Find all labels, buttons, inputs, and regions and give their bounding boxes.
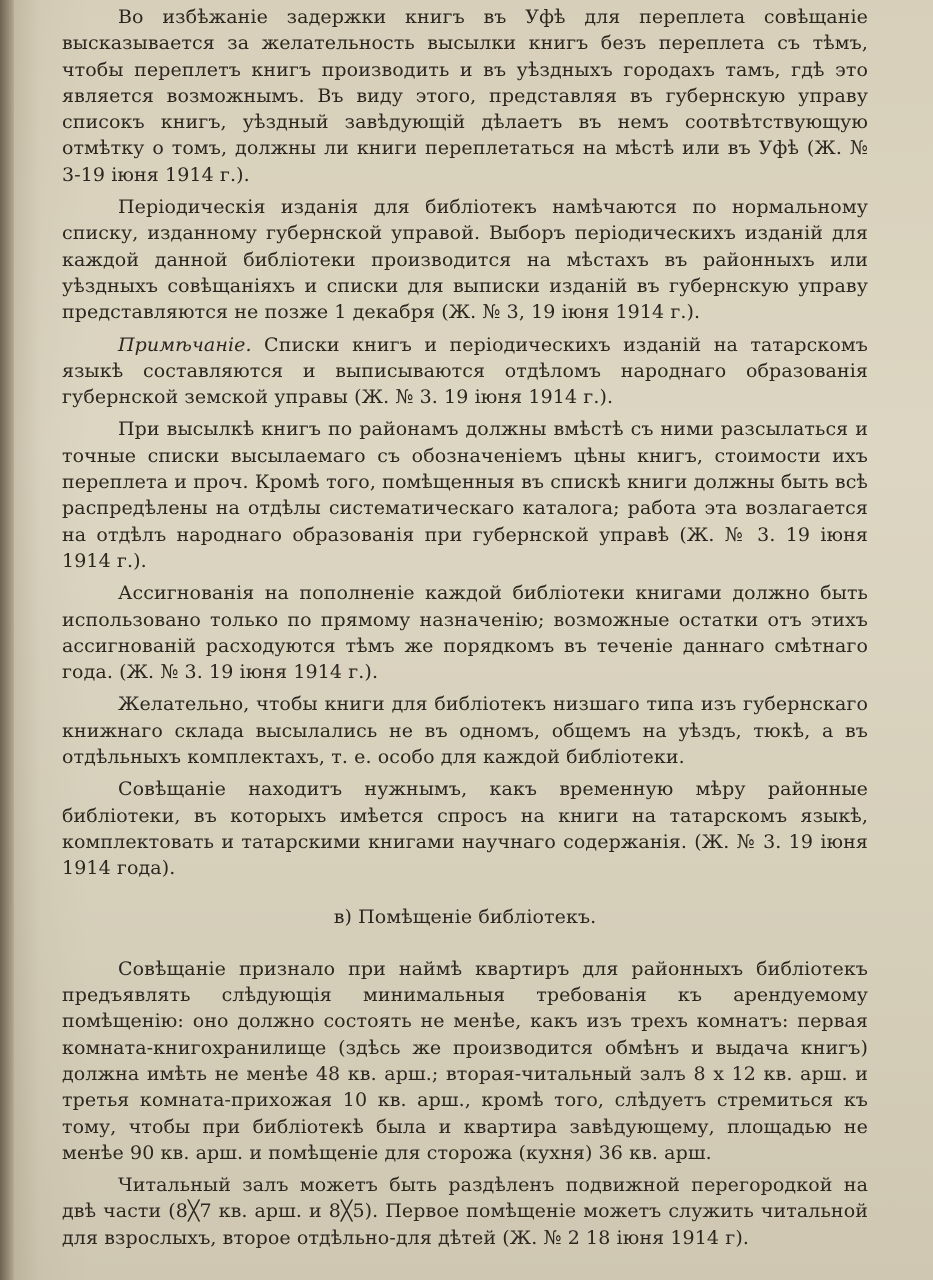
paragraph-periodicals: Періодическія изданія для библіотекъ намѣчаются по нормальному списку, изданному губернской управой. Выборъ періодическихъ изданій для каждой данной библіотеки производится на мѣстахъ въ районныхъ или уѣздныхъ совѣщаніяхъ и списки для выписки изданій въ губернскую управу представляются не позже 1 декабря (Ж. № 3, 19 іюня 1914 г.).	[62, 196, 868, 324]
paragraph-packaging: Желательно, чтобы книги для библіотекъ низшаго типа изъ губернскаго книжнаго склада высылались не въ одномъ, общемъ на уѣздъ, тюкѣ, а въ отдѣльныхъ комплектахъ, т. е. особо для каждой библіотеки.	[62, 693, 868, 769]
book-spine	[0, 0, 14, 1280]
paragraph-note	[62, 332, 868, 411]
page-text	[62, 4, 868, 1257]
paragraph-tatar-books: Совѣщаніе находитъ нужнымъ, какъ временную мѣру районные библіотеки, въ которыхъ имѣется спросъ на книги на татарскомъ языкѣ, комплектовать и татарскими книгами научнаго содержанія. (Ж. № 3. 19 іюня 1914 года).	[62, 778, 868, 880]
paragraph-reading-hall: Читальный залъ можетъ быть раздѣленъ подвижной перегородкой на двѣ части (8╳7 кв. арш. и 8╳5). Первое помѣщеніе можетъ служить читальной для взрослыхъ, второе отдѣльно-для дѣтей (Ж. № 2 18 іюня 1914 г).	[62, 1174, 868, 1249]
paragraph-shipping-lists: При высылкѣ книгъ по районамъ должны вмѣстѣ съ ними разсылаться и точные списки высылаемаго съ обозначеніемъ цѣны книгъ, стоимости ихъ переплета и проч. Кромѣ того, помѣщенныя въ спискѣ книги должны быть всѣ распредѣлены на отдѣлы систематическаго каталога; работа эта возлагается на отдѣлъ народнаго образованія при губернской управѣ (Ж. № 3. 19 іюня 1914 г.).	[62, 418, 868, 572]
paragraph-binding: Во избѣжаніе задержки книгъ въ Уфѣ для переплета совѣщаніе высказывается за желательность высылки книгъ безъ переплета съ тѣмъ, чтобы переплетъ книгъ производить и въ уѣздныхъ городахъ тамъ, гдѣ это является возможнымъ. Въ виду этого, представляя въ губернскую управу списокъ книгъ, уѣздный завѣдующій дѣлаетъ въ немъ соотвѣтствующую отмѣтку о томъ, должны ли книги переплетаться на мѣстѣ или въ Уфѣ (Ж. № 3-19 іюня 1914 г.).	[62, 6, 868, 186]
note-text: Списки книгъ и періодическихъ изданій на татарскомъ языкѣ составляются и выписываются отдѣломъ народнаго образованія губернской земской управы (Ж. № 3. 19 іюня 1914 г.).	[62, 333, 868, 409]
section-heading: в) Помѣщеніе библіотекъ.	[333, 905, 597, 928]
paragraph-funding: Ассигнованія на пополненіе каждой библіотеки книгами должно быть использовано только по прямому назначенію; возможные остатки отъ этихъ ассигнованій расходуются тѣмъ же порядкомъ въ теченіе даннаго смѣтнаго года. (Ж. № 3. 19 іюня 1914 г.).	[62, 582, 868, 684]
note-label: Примѣчаніе.	[118, 333, 252, 356]
paragraph-premises: Совѣщаніе признало при наймѣ квартиръ для районныхъ библіотекъ предъявлять слѣдующія минимальныя требованія къ арендуемому помѣщенію: оно должно состоять не менѣе, какъ изъ трехъ комнатъ: первая комната-книгохранилище (здѣсь же производится обмѣнъ и выдача книгъ) должна имѣть не менѣе 48 кв. арш.; вторая-читальный залъ 8 х 12 кв. арш. и третья комната-прихожая 10 кв. арш., кромѣ того, слѣдуетъ стремиться къ тому, чтобы при библіотекѣ была и квартира завѣдующему, площадью не менѣе 90 кв. арш. и помѣщеніе для сторожа (кухня) 36 кв. арш.	[62, 957, 868, 1164]
